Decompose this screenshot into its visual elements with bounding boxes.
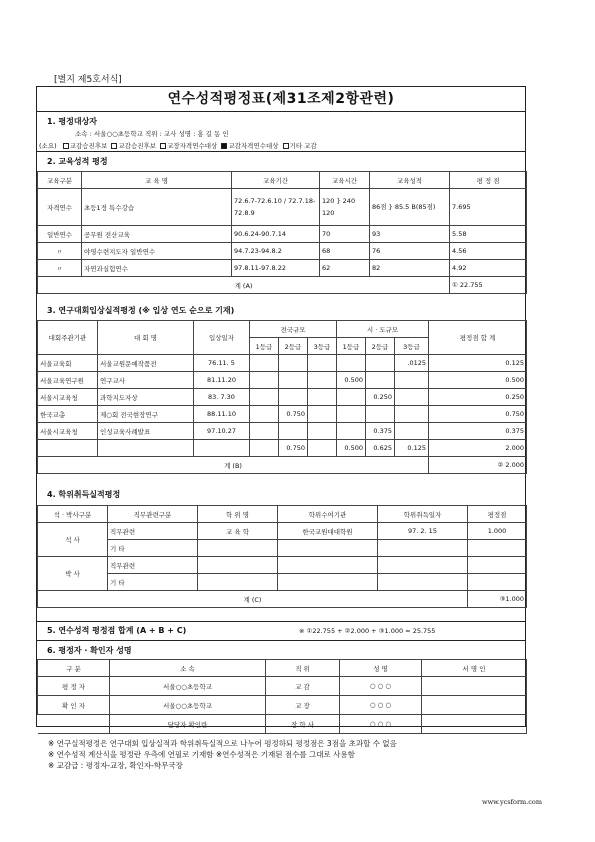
cell: 기 타 [108,574,198,591]
cell: 초등1정 특수강습 [82,189,232,226]
degree-masters: 석 사 [38,523,108,557]
category-label: 교장자격연수대상 [167,142,218,150]
cell: 확 인 자 [38,696,110,715]
cell: 연구교사 [98,372,194,389]
col-header: 3등급 [395,338,429,355]
col-header: 교육시간 [320,172,370,189]
cell [38,440,98,457]
cell: 자격연수 [38,189,82,226]
cell [38,715,110,734]
cell: 교 장 [266,696,340,715]
category-option[interactable] [63,142,108,150]
col-header: 대회주관기관 [38,321,98,355]
col-header: 직 위 [266,660,340,677]
category-option[interactable] [221,142,278,150]
total-label: 계 (A) [38,277,450,294]
cell: 0.625 [366,440,395,457]
cell [250,372,279,389]
sum-formula: ※ ①22.755 + ②2.000 + ③1.000 = 25.755 [299,627,436,635]
cell: 120 } 240 120 [320,189,370,226]
cell: 한국교총 [38,406,98,423]
cell [279,355,308,372]
cell [279,372,308,389]
cell [279,389,308,406]
cell: 70 [320,226,370,243]
table-row [38,260,527,277]
cell [468,557,527,574]
table-row [38,406,527,423]
total-row [38,591,527,608]
signature-cell[interactable] [422,677,527,696]
col-header: 입상일자 [194,321,250,355]
cell: 0.500 [429,372,527,389]
category-option[interactable] [111,142,156,150]
col-header: 1등급 [337,338,366,355]
cell [366,372,395,389]
cell: 서울시교육청 [38,389,98,406]
cell: 서울교육연구원 [38,372,98,389]
cell: 2.000 [429,440,527,457]
table-row [38,696,527,715]
cell: 〃 [38,243,82,260]
cell: 0.750 [429,406,527,423]
total-label: 계 (B) [38,457,429,474]
footnote: ※ 연구실적평정은 연구대회 입상실적과 학위취득실적으로 나누어 평정하되 평정점은 3점을 초과할 수 없음 [48,739,397,748]
cell [337,389,366,406]
cell [250,389,279,406]
col-header: 학위취득일자 [378,506,468,523]
section-5-heading: 5. 연수성적 평정점 합계 (A + B + C) [47,626,187,635]
page-title: 연수성적평정표(제31조제2항관련) [37,87,525,112]
col-header: 직무관련구분 [108,506,198,523]
cell: 1.000 [468,523,527,540]
cell: 한국교원대대학원 [278,523,378,540]
cell [250,406,279,423]
cell: 97.10.27 [194,423,250,440]
cell: 일반연수 [38,226,82,243]
cell [468,574,527,591]
cell: 교 육 학 [198,523,278,540]
cell: 88.11.10 [194,406,250,423]
education-table [37,171,527,294]
table-row [38,440,527,457]
category-label: 교감자격연수대상 [228,142,279,150]
col-header: 소 속 [110,660,266,677]
col-header: 교육구분 [38,172,82,189]
col-header: 학 위 명 [198,506,278,523]
cell: 90.6.24-90.7.14 [232,226,320,243]
col-header: 평정점 [468,506,527,523]
section-1-heading: 1. 평정대상자 [47,117,98,126]
col-header: 구 분 [38,660,110,677]
signature-cell[interactable] [422,715,527,734]
total-row [38,277,527,294]
section-6-heading: 6. 평정자 · 확인자 성명 [47,646,132,655]
cell: ○ ○ ○ [340,677,422,696]
col-header: 2등급 [366,338,395,355]
cell [395,406,429,423]
table-row [38,540,527,557]
category-row [39,141,317,150]
cell: 0.125 [429,355,527,372]
cell: 담당자 확인란 [110,715,266,734]
cell: 0.375 [366,423,395,440]
cell: 직무관련 [108,557,198,574]
cell: 86점 } 85.5 B(85점) [370,189,450,226]
cell: ○ ○ ○ [340,715,422,734]
cell [395,389,429,406]
col-header: 전국규모 [250,321,337,338]
signature-cell[interactable] [422,696,527,715]
section-2-heading: 2. 교육성적 평정 [47,157,108,166]
cell: 82 [370,260,450,277]
cell: 62 [320,260,370,277]
col-header: 대 회 명 [98,321,194,355]
table-row [38,243,527,260]
cell [378,574,468,591]
table-row [38,574,527,591]
cell: .0125 [395,355,429,372]
cell [308,440,337,457]
checkbox-icon[interactable] [283,143,289,149]
col-header: 석 · 박사구분 [38,506,108,523]
site-url: www.ycsform.com [482,798,543,806]
degree-doctor: 박 사 [38,557,108,591]
total-value: ① 22.755 [450,277,527,294]
cell [337,423,366,440]
cell [366,406,395,423]
form-label: [별지 제5호서식] [54,75,122,85]
cell: 교 감 [266,677,340,696]
footnote: ※ 교감급 : 평정자-교장, 확인자-학무국장 [48,761,183,770]
cell [278,574,378,591]
col-header: 교 육 명 [82,172,232,189]
subject-info: 소속 : 서울○○초등학교 직위 : 교사 성명 : 홍 길 동 인 [75,130,229,138]
cell [250,440,279,457]
table-row [38,523,527,540]
section-3-heading: 3. 연구대회입상실적평정 (※ 입상 연도 순으로 기재) [47,306,235,315]
table-row [38,677,527,696]
cell [308,406,337,423]
cell [198,574,278,591]
table-header-row [38,172,527,189]
cell [198,540,278,557]
cell [279,423,308,440]
cell: 5.58 [450,226,527,243]
cell: 83. 7.30 [194,389,250,406]
cell: 97. 2. 15 [378,523,468,540]
table-row [38,715,527,734]
checkbox-icon[interactable] [63,143,69,149]
cell: 장 학 사 [266,715,340,734]
cell: 0.750 [279,440,308,457]
degree-table [37,505,527,608]
cell [395,372,429,389]
category-option[interactable] [160,142,217,150]
cell: 0.250 [429,389,527,406]
category-label: 기타 교감 [289,142,317,150]
cell: 0.500 [337,440,366,457]
table-row [38,372,527,389]
table-header-row [38,506,527,523]
cell [278,557,378,574]
form-page [36,86,526,727]
cell: 과학지도자상 [98,389,194,406]
col-header: 교육성적 [370,172,450,189]
cell: 0.250 [366,389,395,406]
footnotes [48,738,397,771]
col-header: 평 정 점 [450,172,527,189]
cell: 72.6.7-72.6.10 / 72.7.18-72.8.9 [232,189,320,226]
checkbox-icon[interactable] [221,143,227,149]
cell: 인성교육사례발표 [98,423,194,440]
cell: 서울○○초등학교 [110,677,266,696]
category-label: 교감승진후보 [69,142,108,150]
cell: 공무원 전산교육 [82,226,232,243]
cell: 자연과실험연수 [82,260,232,277]
checkbox-icon[interactable] [111,143,117,149]
cell [278,540,378,557]
total-value: ② 2.000 [429,457,527,474]
cell [194,440,250,457]
cell: 4.56 [450,243,527,260]
cell [308,372,337,389]
col-header: 학위수여기관 [278,506,378,523]
table-row [38,355,527,372]
cell: 서울교원문예작품전 [98,355,194,372]
category-prefix: (소요) [39,142,57,150]
cell [337,355,366,372]
cell: 제○회 전국현장연구 [98,406,194,423]
cell: 0.125 [395,440,429,457]
col-header: 2등급 [279,338,308,355]
table-header-row [38,660,527,677]
table-row [38,189,527,226]
contest-table [37,320,527,474]
cell [250,423,279,440]
cell: 서울○○초등학교 [110,696,266,715]
cell: 평 정 자 [38,677,110,696]
footnote: ※ 연수성적 계산식을 평정란 우측에 연필로 기재함 ※연수성적은 기재된 점수를 그대로 사용함 [48,750,355,759]
cell [308,423,337,440]
cell: 93 [370,226,450,243]
cell: 〃 [38,260,82,277]
col-header: 성 명 [340,660,422,677]
table-row [38,557,527,574]
category-option[interactable] [283,142,317,150]
cell [308,355,337,372]
category-label: 교감승진후보 [118,142,157,150]
cell: 7.695 [450,189,527,226]
cell: 81.11.20 [194,372,250,389]
cell [468,540,527,557]
col-header: 서 명 인 [422,660,527,677]
cell: 0.500 [337,372,366,389]
cell: 94.7.23-94.8.2 [232,243,320,260]
cell: 97.8.11-97.8.22 [232,260,320,277]
col-header: 3등급 [308,338,337,355]
cell: 야영수련지도자 일반연수 [82,243,232,260]
table-header-row [38,321,527,338]
cell: ○ ○ ○ [340,696,422,715]
col-header: 평정점 합 계 [429,321,527,355]
cell [378,540,468,557]
cell [337,406,366,423]
cell: 68 [320,243,370,260]
cell: 0.750 [279,406,308,423]
cell [250,355,279,372]
cell [378,557,468,574]
cell: 76 [370,243,450,260]
table-row [38,423,527,440]
cell [308,389,337,406]
table-row [38,389,527,406]
col-header: 1등급 [250,338,279,355]
cell: 4.92 [450,260,527,277]
cell [98,440,194,457]
col-header: 시 · 도규모 [337,321,429,338]
col-header: 교육기간 [232,172,320,189]
cell [395,423,429,440]
cell: 76.11. 5 [194,355,250,372]
checkbox-icon[interactable] [160,143,166,149]
total-value: ③1.000 [468,591,527,608]
evaluator-table [37,659,527,734]
cell: 직무관련 [108,523,198,540]
total-row [38,457,527,474]
cell: 서울교육회 [38,355,98,372]
section-4-heading: 4. 학위취득실적평정 [47,490,121,499]
cell: 서울시교육청 [38,423,98,440]
table-row [38,226,527,243]
total-label: 계 (C) [38,591,468,608]
cell [366,355,395,372]
cell [198,557,278,574]
cell: 기 타 [108,540,198,557]
cell: 0.375 [429,423,527,440]
